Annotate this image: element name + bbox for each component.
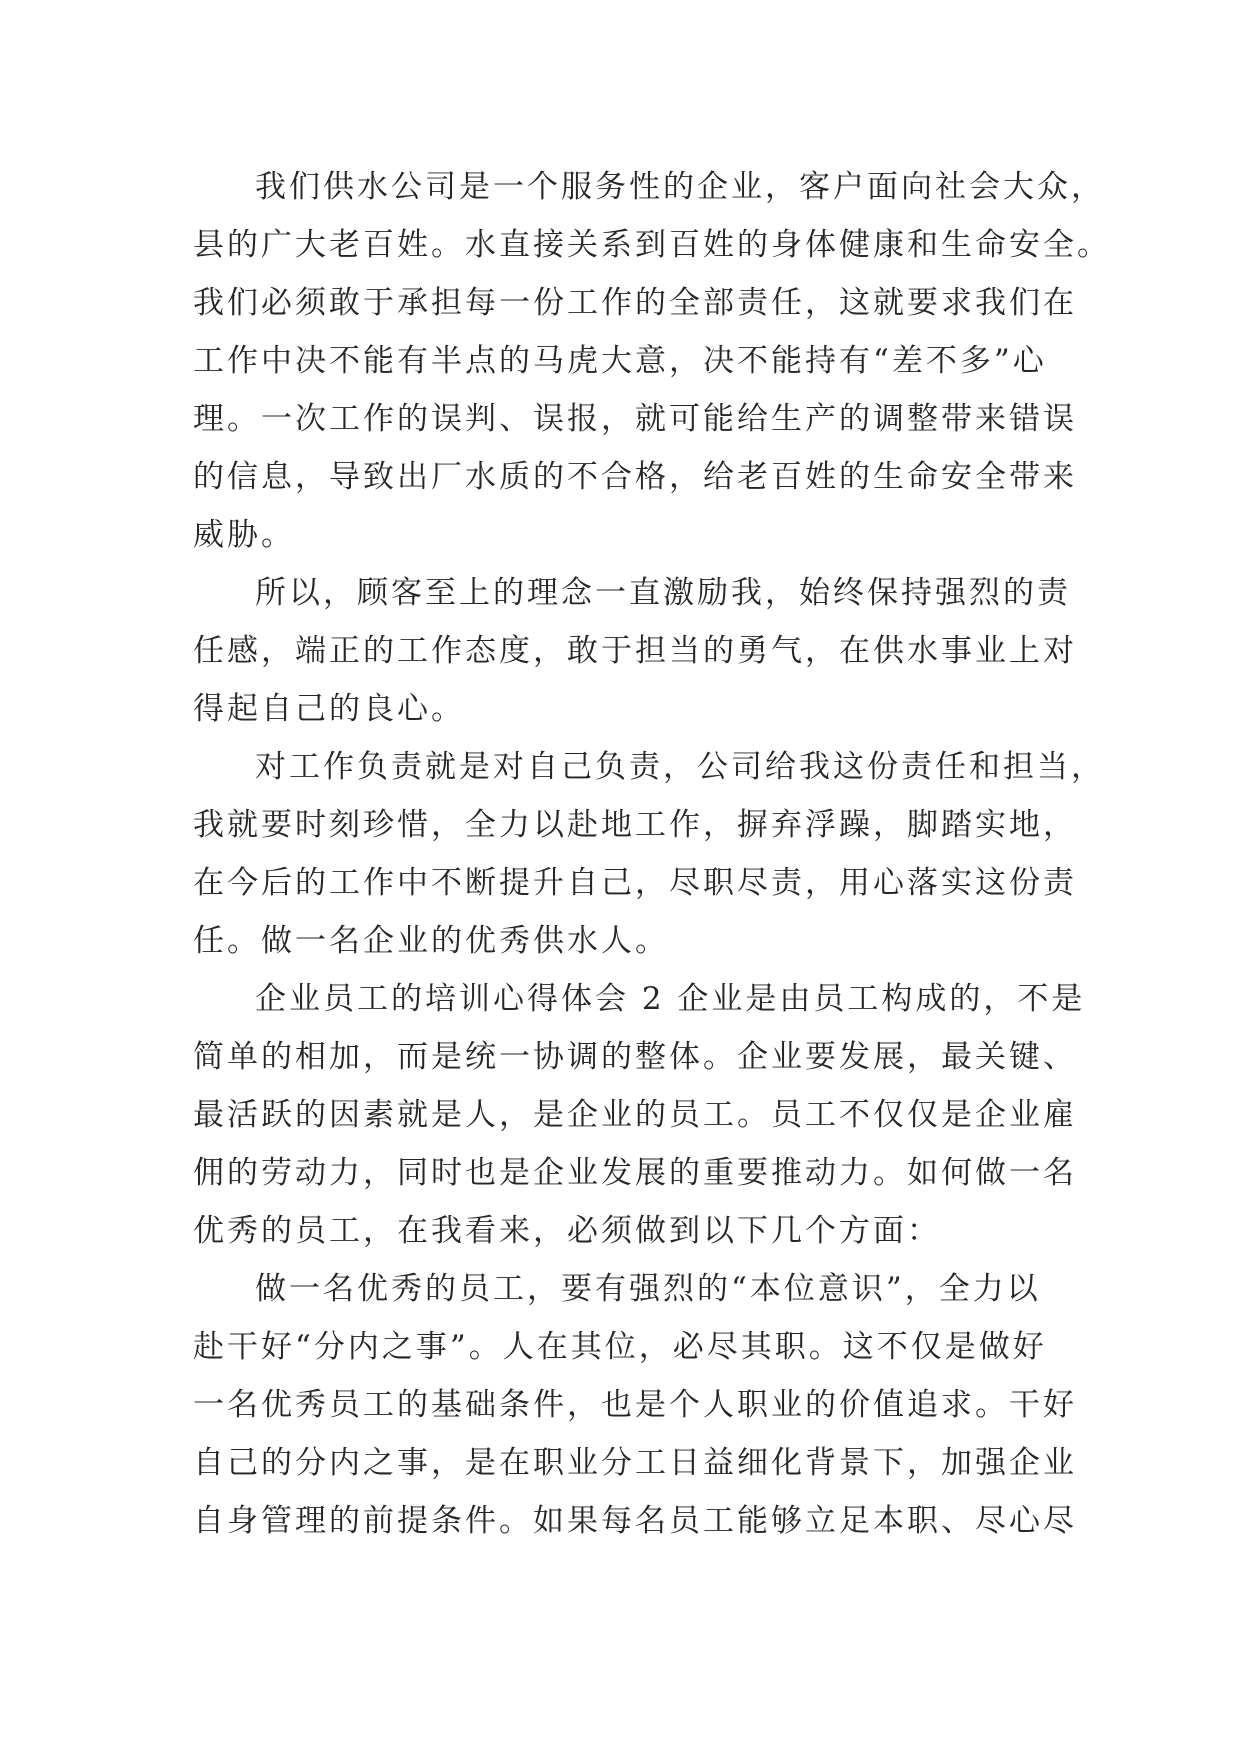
paragraph-line: 得起自己的良心。 xyxy=(193,691,465,727)
paragraph-line: 简单的相加，而是统一协调的整体。企业要发展，最关键、 xyxy=(193,1039,1077,1075)
document-body xyxy=(193,158,1111,1550)
paragraph-line: 所以，顾客至上的理念一直激励我，始终保持强烈的责 xyxy=(255,575,1071,611)
paragraph-line: 优秀的员工，在我看来，必须做到以下几个方面： xyxy=(193,1213,941,1249)
paragraph-line: 威胁。 xyxy=(193,517,295,553)
paragraph-line: 我就要时刻珍惜，全力以赴地工作，摒弃浮躁，脚踏实地， xyxy=(193,807,1077,843)
paragraph-line: 我们必须敢于承担每一份工作的全部责任，这就要求我们在 xyxy=(193,285,1077,321)
paragraph-line: 任。做一名企业的优秀供水人。 xyxy=(193,923,669,959)
paragraph-line: 赴干好“分内之事”。人在其位，必尽其职。这不仅是做好 xyxy=(193,1329,1047,1365)
paragraph-line: 自身管理的前提条件。如果每名员工能够立足本职、尽心尽 xyxy=(193,1503,1077,1539)
paragraph-line: 县的广大老百姓。水直接关系到百姓的身体健康和生命安全。 xyxy=(193,227,1111,263)
paragraph-line: 的信息，导致出厂水质的不合格，给老百姓的生命安全带来 xyxy=(193,459,1077,495)
paragraph-line: 对工作负责就是对自己负责，公司给我这份责任和担当， xyxy=(255,749,1105,785)
paragraph-line: 最活跃的因素就是人，是企业的员工。员工不仅仅是企业雇 xyxy=(193,1097,1077,1133)
paragraph-line: 任感，端正的工作态度，敢于担当的勇气，在供水事业上对 xyxy=(193,633,1077,669)
paragraph-line: 工作中决不能有半点的马虎大意，决不能持有“差不多”心 xyxy=(193,343,1047,379)
paragraph-line: 佣的劳动力，同时也是企业发展的重要推动力。如何做一名 xyxy=(193,1155,1077,1191)
paragraph-line: 企业员工的培训心得体会 2 企业是由员工构成的，不是 xyxy=(255,981,1086,1017)
paragraph-line: 做一名优秀的员工，要有强烈的“本位意识”，全力以 xyxy=(255,1271,1041,1307)
paragraph-line: 我们供水公司是一个服务性的企业，客户面向社会大众， xyxy=(255,169,1105,205)
paragraph-line: 在今后的工作中不断提升自己，尽职尽责，用心落实这份责 xyxy=(193,865,1077,901)
paragraph-line: 一名优秀员工的基础条件，也是个人职业的价值追求。干好 xyxy=(193,1387,1077,1423)
paragraph-line: 自己的分内之事，是在职业分工日益细化背景下，加强企业 xyxy=(193,1445,1077,1481)
paragraph-line: 理。一次工作的误判、误报，就可能给生产的调整带来错误 xyxy=(193,401,1077,437)
